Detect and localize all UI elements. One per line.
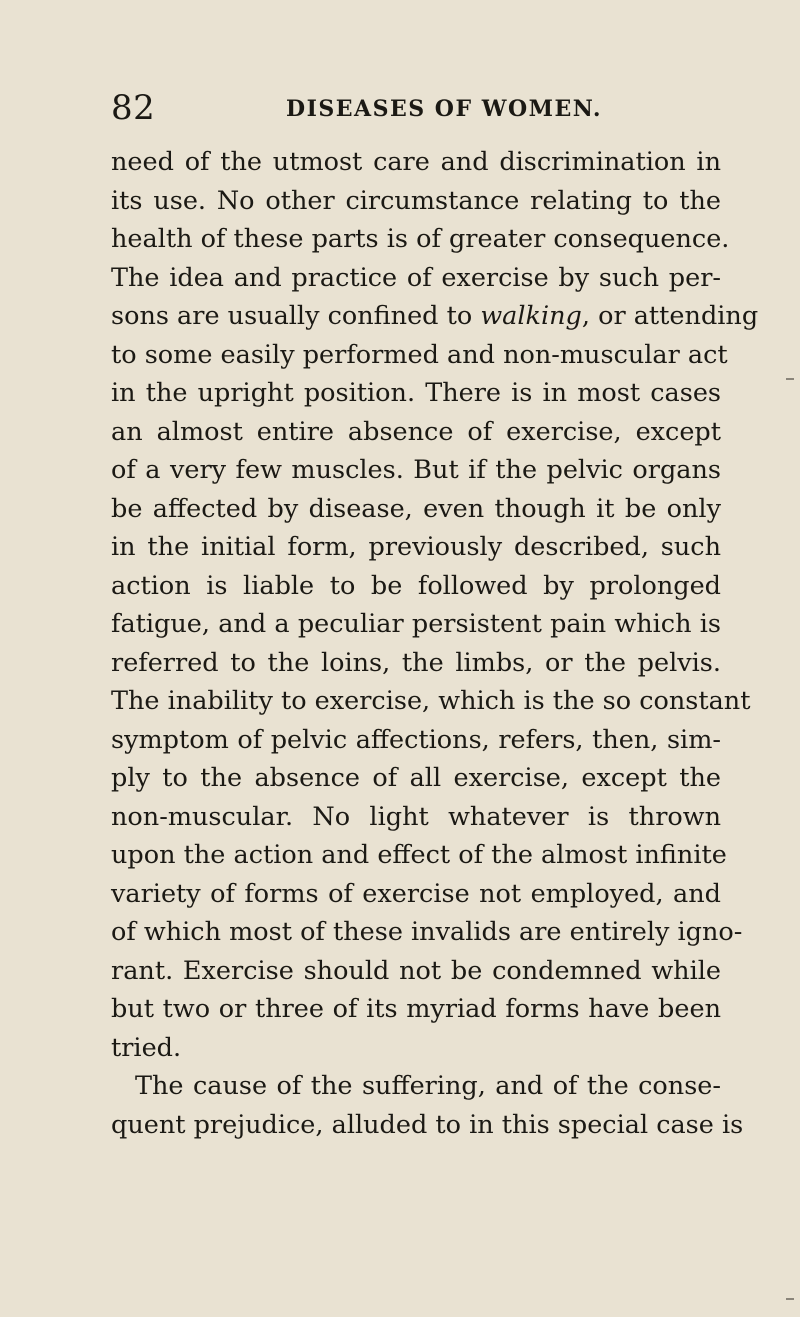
margin-tick <box>786 378 794 380</box>
text-line: action is liable to be followed by prolonged <box>111 570 721 601</box>
text-line: of which most of these invalids are entirely igno- <box>111 917 743 947</box>
text-line: health of these parts is of greater consequence. <box>111 224 730 254</box>
text-line: be affected by disease, even though it be only <box>111 493 721 524</box>
text-line-part: sons are usually confined to <box>111 301 481 331</box>
text-line: The inability to exercise, which is the so constant <box>111 686 751 716</box>
text-line: in the upright position. There is in most cases <box>111 378 721 408</box>
text-line: upon the action and effect of the almost infinite <box>111 840 727 870</box>
text-line: symptom of pelvic affections, refers, then, sim- <box>111 724 721 755</box>
text-line: non-muscular. No light whatever is thrown <box>111 801 721 832</box>
text-line: tried. <box>111 1032 182 1063</box>
page-number: 82 <box>111 88 156 128</box>
text-line: fatigue, and a peculiar persistent pain which is <box>111 609 721 639</box>
margin-tick <box>786 1298 794 1300</box>
text-line: ply to the absence of all exercise, except the <box>111 763 721 793</box>
text-line: of a very few muscles. But if the pelvic organs <box>111 455 721 485</box>
text-line: to some easily performed and non-muscular act <box>111 339 728 370</box>
emphasized-word: walking <box>480 301 582 331</box>
text-line: in the initial form, previously described, such <box>111 532 721 562</box>
text-line: variety of forms of exercise not employed, and <box>111 878 721 909</box>
text-line-part: , or attending <box>581 301 759 331</box>
text-line: rant. Exercise should not be condemned while <box>111 955 721 986</box>
text-line <box>111 297 759 336</box>
text-line: quent prejudice, alluded to in this special case is <box>111 1109 744 1140</box>
text-line: an almost entire absence of exercise, except <box>111 416 721 447</box>
running-title: DISEASES OF WOMEN. <box>286 96 603 122</box>
text-line: need of the utmost care and discrimination in <box>111 147 721 177</box>
text-line: its use. No other circumstance relating to the <box>111 185 721 216</box>
body-text <box>111 143 759 1144</box>
text-line: but two or three of its myriad forms have been <box>111 994 721 1024</box>
text-line: referred to the loins, the limbs, or the pelvis. <box>111 647 721 678</box>
text-line: The idea and practice of exercise by such per- <box>111 262 721 293</box>
text-line: The cause of the suffering, and of the conse- <box>135 1071 721 1101</box>
page-header <box>111 88 700 128</box>
